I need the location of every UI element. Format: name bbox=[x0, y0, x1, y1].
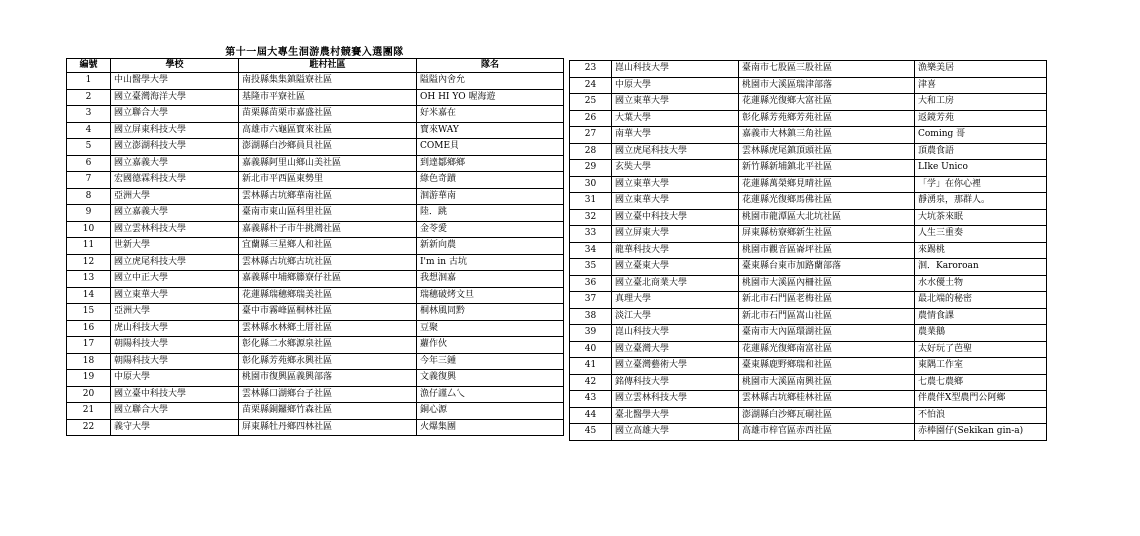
community-cell: 新北市石門區嵩山社區 bbox=[739, 308, 915, 325]
team-name-cell: 豆聚 bbox=[417, 320, 564, 337]
community-cell: 新竹縣新埔鎮北平社區 bbox=[739, 160, 915, 177]
table-row bbox=[570, 143, 1047, 160]
team-name-cell: 不怕浪 bbox=[915, 407, 1047, 424]
row-number: 20 bbox=[67, 386, 111, 403]
community-cell: 桃園市龍潭區大北坑社區 bbox=[739, 209, 915, 226]
table-row bbox=[67, 205, 564, 222]
community-cell: 高雄市梓官區赤西社區 bbox=[739, 424, 915, 441]
row-number: 38 bbox=[570, 308, 612, 325]
school-cell: 國立臺中科技大學 bbox=[612, 209, 739, 226]
team-name-cell: 返鏡芳苑 bbox=[915, 110, 1047, 127]
row-number: 36 bbox=[570, 275, 612, 292]
team-name-cell: OH HI YO 喔海遊 bbox=[417, 89, 564, 106]
table-row bbox=[67, 386, 564, 403]
community-cell: 屏東縣枋寮鄉新生社區 bbox=[739, 226, 915, 243]
team-name-cell: 隘隘內舍允 bbox=[417, 73, 564, 90]
table-row bbox=[570, 358, 1047, 375]
team-name-cell: 「学」在你心裡 bbox=[915, 176, 1047, 193]
team-name-cell: 洄．Karoroan bbox=[915, 259, 1047, 276]
team-name-cell: 津喜 bbox=[915, 77, 1047, 94]
community-cell: 雲林縣古坑鄉桂林社區 bbox=[739, 391, 915, 408]
row-number: 5 bbox=[67, 139, 111, 156]
row-number: 29 bbox=[570, 160, 612, 177]
table-row bbox=[67, 337, 564, 354]
row-number: 14 bbox=[67, 287, 111, 304]
school-cell: 國立東華大學 bbox=[612, 176, 739, 193]
community-cell: 花蓮縣瑞穗鄉瑞美社區 bbox=[239, 287, 417, 304]
team-name-cell: 新新向農 bbox=[417, 238, 564, 255]
community-cell: 桃園市觀音區崙坪社區 bbox=[739, 242, 915, 259]
header-num: 編號 bbox=[67, 59, 111, 73]
community-cell: 新北市石門區老梅社區 bbox=[739, 292, 915, 309]
left-teams-table bbox=[66, 58, 564, 436]
table-row bbox=[570, 341, 1047, 358]
school-cell: 國立臺東大學 bbox=[612, 259, 739, 276]
community-cell: 花蓮縣光復鄉大富社區 bbox=[739, 94, 915, 111]
school-cell: 崑山科技大學 bbox=[612, 325, 739, 342]
table-row bbox=[67, 304, 564, 321]
team-name-cell: 人生三重奏 bbox=[915, 226, 1047, 243]
table-header-row bbox=[67, 59, 564, 73]
row-number: 40 bbox=[570, 341, 612, 358]
community-cell: 彰化縣芳苑鄉永興社區 bbox=[239, 353, 417, 370]
row-number: 7 bbox=[67, 172, 111, 189]
table-row bbox=[67, 89, 564, 106]
team-name-cell: 文義復興 bbox=[417, 370, 564, 387]
school-cell: 世新大學 bbox=[111, 238, 239, 255]
team-name-cell: 農情食課 bbox=[915, 308, 1047, 325]
header-school: 學校 bbox=[111, 59, 239, 73]
community-cell: 桃園市大溪區內柵社區 bbox=[739, 275, 915, 292]
school-cell: 國立東華大學 bbox=[612, 193, 739, 210]
school-cell: 國立中正大學 bbox=[111, 271, 239, 288]
community-cell: 新北市平西區東勢里 bbox=[239, 172, 417, 189]
school-cell: 國立嘉義大學 bbox=[111, 205, 239, 222]
team-name-cell: 綠色奇蹟 bbox=[417, 172, 564, 189]
left-table-body bbox=[67, 73, 564, 436]
table-row bbox=[67, 188, 564, 205]
table-row bbox=[570, 193, 1047, 210]
team-name-cell: 桐林風同黔 bbox=[417, 304, 564, 321]
school-cell: 國立聯合大學 bbox=[111, 106, 239, 123]
community-cell: 桃園市大溪區瑞津部落 bbox=[739, 77, 915, 94]
team-name-cell: LIke Unico bbox=[915, 160, 1047, 177]
community-cell: 南投縣集集鎮隘寮社區 bbox=[239, 73, 417, 90]
table-row bbox=[67, 221, 564, 238]
table-row bbox=[67, 254, 564, 271]
table-row bbox=[570, 259, 1047, 276]
school-cell: 國立雲林科技大學 bbox=[612, 391, 739, 408]
school-cell: 國立聯合大學 bbox=[111, 403, 239, 420]
row-number: 17 bbox=[67, 337, 111, 354]
team-name-cell: 寶來WAY bbox=[417, 122, 564, 139]
team-name-cell: 到達鄒鄉鄉 bbox=[417, 155, 564, 172]
row-number: 37 bbox=[570, 292, 612, 309]
school-cell: 國立雲林科技大學 bbox=[111, 221, 239, 238]
school-cell: 宏國德霖科技大學 bbox=[111, 172, 239, 189]
row-number: 23 bbox=[570, 61, 612, 78]
right-table-body bbox=[570, 61, 1047, 441]
row-number: 44 bbox=[570, 407, 612, 424]
school-cell: 崑山科技大學 bbox=[612, 61, 739, 78]
row-number: 24 bbox=[570, 77, 612, 94]
team-name-cell: 瑞穗破烤文旦 bbox=[417, 287, 564, 304]
row-number: 35 bbox=[570, 259, 612, 276]
row-number: 27 bbox=[570, 127, 612, 144]
school-cell: 亞洲大學 bbox=[111, 304, 239, 321]
row-number: 11 bbox=[67, 238, 111, 255]
row-number: 4 bbox=[67, 122, 111, 139]
team-name-cell: 大坑茶來眠 bbox=[915, 209, 1047, 226]
row-number: 31 bbox=[570, 193, 612, 210]
school-cell: 國立臺灣海洋大學 bbox=[111, 89, 239, 106]
school-cell: 國立臺灣藝術大學 bbox=[612, 358, 739, 375]
school-cell: 中原大學 bbox=[111, 370, 239, 387]
community-cell: 彰化縣芳苑鄉芳苑社區 bbox=[739, 110, 915, 127]
team-name-cell: 漁仔謹厶乀 bbox=[417, 386, 564, 403]
school-cell: 國立屏東大學 bbox=[612, 226, 739, 243]
table-row bbox=[67, 353, 564, 370]
row-number: 28 bbox=[570, 143, 612, 160]
team-name-cell: 今年三鍾 bbox=[417, 353, 564, 370]
row-number: 39 bbox=[570, 325, 612, 342]
row-number: 18 bbox=[67, 353, 111, 370]
community-cell: 嘉義市大林鎮三角社區 bbox=[739, 127, 915, 144]
table-row bbox=[570, 94, 1047, 111]
school-cell: 南華大學 bbox=[612, 127, 739, 144]
team-name-cell: 頂農食語 bbox=[915, 143, 1047, 160]
table-row bbox=[67, 172, 564, 189]
table-row bbox=[570, 407, 1047, 424]
team-name-cell: 最北端的秘密 bbox=[915, 292, 1047, 309]
table-row bbox=[570, 275, 1047, 292]
community-cell: 花蓮縣萬榮鄉見晴社區 bbox=[739, 176, 915, 193]
team-name-cell: I'm in 古坑 bbox=[417, 254, 564, 271]
school-cell: 亞洲大學 bbox=[111, 188, 239, 205]
team-name-cell: COME貝 bbox=[417, 139, 564, 156]
header-community: 駐村社區 bbox=[239, 59, 417, 73]
team-name-cell: 火爆集團 bbox=[417, 419, 564, 436]
community-cell: 苗栗縣苗栗市嘉盛社區 bbox=[239, 106, 417, 123]
table-row bbox=[67, 419, 564, 436]
table-row bbox=[570, 226, 1047, 243]
school-cell: 玄奘大學 bbox=[612, 160, 739, 177]
row-number: 33 bbox=[570, 226, 612, 243]
school-cell: 國立嘉義大學 bbox=[111, 155, 239, 172]
table-row bbox=[570, 242, 1047, 259]
row-number: 6 bbox=[67, 155, 111, 172]
header-team: 隊名 bbox=[417, 59, 564, 73]
team-name-cell: 漁樂美居 bbox=[915, 61, 1047, 78]
table-row bbox=[570, 110, 1047, 127]
table-row bbox=[67, 287, 564, 304]
school-cell: 國立臺中科技大學 bbox=[111, 386, 239, 403]
school-cell: 國立屏東科技大學 bbox=[111, 122, 239, 139]
school-cell: 大葉大學 bbox=[612, 110, 739, 127]
community-cell: 嘉義縣朴子市牛挑灣社區 bbox=[239, 221, 417, 238]
school-cell: 臺北醫學大學 bbox=[612, 407, 739, 424]
community-cell: 臺東縣台東市加路蘭部落 bbox=[739, 259, 915, 276]
team-name-cell: 蘿作伙 bbox=[417, 337, 564, 354]
table-row bbox=[570, 160, 1047, 177]
table-row bbox=[67, 403, 564, 420]
table-row bbox=[67, 320, 564, 337]
school-cell: 國立高雄大學 bbox=[612, 424, 739, 441]
team-name-cell: 來踢桃 bbox=[915, 242, 1047, 259]
row-number: 12 bbox=[67, 254, 111, 271]
team-name-cell: Coming 哥 bbox=[915, 127, 1047, 144]
community-cell: 屏東縣牡丹鄉四林社區 bbox=[239, 419, 417, 436]
table-row bbox=[570, 77, 1047, 94]
table-row bbox=[67, 106, 564, 123]
right-teams-table bbox=[569, 60, 1047, 441]
team-name-cell: 大和工房 bbox=[915, 94, 1047, 111]
row-number: 3 bbox=[67, 106, 111, 123]
school-cell: 國立東華大學 bbox=[612, 94, 739, 111]
table-row bbox=[570, 325, 1047, 342]
team-name-cell: 農業鵝 bbox=[915, 325, 1047, 342]
community-cell: 臺南市七股區三股社區 bbox=[739, 61, 915, 78]
team-name-cell: 銅心源 bbox=[417, 403, 564, 420]
team-name-cell: 好米嘉在 bbox=[417, 106, 564, 123]
community-cell: 桃園市大溪區南興社區 bbox=[739, 374, 915, 391]
school-cell: 虎山科技大學 bbox=[111, 320, 239, 337]
community-cell: 雲林縣古坑鄉古坑社區 bbox=[239, 254, 417, 271]
table-row bbox=[570, 374, 1047, 391]
team-name-cell: 金苓愛 bbox=[417, 221, 564, 238]
community-cell: 臺中市霧峰區桐林社區 bbox=[239, 304, 417, 321]
school-cell: 國立東華大學 bbox=[111, 287, 239, 304]
community-cell: 苗栗縣銅鑼鄉竹森社區 bbox=[239, 403, 417, 420]
community-cell: 雲林縣虎尾鎮頂頭社區 bbox=[739, 143, 915, 160]
row-number: 1 bbox=[67, 73, 111, 90]
table-row bbox=[67, 238, 564, 255]
table-row bbox=[570, 308, 1047, 325]
community-cell: 彰化縣二水鄉源泉社區 bbox=[239, 337, 417, 354]
school-cell: 中山醫學大學 bbox=[111, 73, 239, 90]
row-number: 10 bbox=[67, 221, 111, 238]
community-cell: 雲林縣口湖鄉台子社區 bbox=[239, 386, 417, 403]
table-row bbox=[570, 209, 1047, 226]
row-number: 8 bbox=[67, 188, 111, 205]
community-cell: 澎湖縣白沙鄉瓦硐社區 bbox=[739, 407, 915, 424]
school-cell: 國立虎尾科技大學 bbox=[111, 254, 239, 271]
school-cell: 中原大學 bbox=[612, 77, 739, 94]
school-cell: 朝陽科技大學 bbox=[111, 337, 239, 354]
team-name-cell: 我想洄嘉 bbox=[417, 271, 564, 288]
team-name-cell: 赤棒園仔(Sekikan gin-a) bbox=[915, 424, 1047, 441]
row-number: 41 bbox=[570, 358, 612, 375]
table-row bbox=[67, 139, 564, 156]
team-name-cell: 太好玩了芭聖 bbox=[915, 341, 1047, 358]
page-title: 第十一屆大專生洄游農村競賽入選團隊 bbox=[225, 47, 404, 58]
community-cell: 花蓮縣光復鄉南富社區 bbox=[739, 341, 915, 358]
row-number: 13 bbox=[67, 271, 111, 288]
school-cell: 銘傳科技大學 bbox=[612, 374, 739, 391]
school-cell: 國立臺北商業大學 bbox=[612, 275, 739, 292]
community-cell: 桃園市復興區義興部落 bbox=[239, 370, 417, 387]
school-cell: 國立臺灣大學 bbox=[612, 341, 739, 358]
school-cell: 國立虎尾科技大學 bbox=[612, 143, 739, 160]
table-row bbox=[67, 122, 564, 139]
table-row bbox=[67, 271, 564, 288]
community-cell: 臺南市大內區環湖社區 bbox=[739, 325, 915, 342]
row-number: 26 bbox=[570, 110, 612, 127]
table-row bbox=[570, 127, 1047, 144]
community-cell: 臺南市東山區科里社區 bbox=[239, 205, 417, 222]
community-cell: 高雄市六龜區寶來社區 bbox=[239, 122, 417, 139]
row-number: 21 bbox=[67, 403, 111, 420]
row-number: 9 bbox=[67, 205, 111, 222]
row-number: 25 bbox=[570, 94, 612, 111]
table-row bbox=[570, 292, 1047, 309]
school-cell: 真理大學 bbox=[612, 292, 739, 309]
school-cell: 淡江大學 bbox=[612, 308, 739, 325]
community-cell: 雲林縣古坑鄉華南社區 bbox=[239, 188, 417, 205]
row-number: 2 bbox=[67, 89, 111, 106]
team-name-cell: 陸．跳 bbox=[417, 205, 564, 222]
community-cell: 嘉義縣阿里山鄉山美社區 bbox=[239, 155, 417, 172]
school-cell: 義守大學 bbox=[111, 419, 239, 436]
row-number: 16 bbox=[67, 320, 111, 337]
row-number: 15 bbox=[67, 304, 111, 321]
community-cell: 基隆市平寮社區 bbox=[239, 89, 417, 106]
row-number: 32 bbox=[570, 209, 612, 226]
school-cell: 龍華科技大學 bbox=[612, 242, 739, 259]
row-number: 30 bbox=[570, 176, 612, 193]
table-row bbox=[67, 370, 564, 387]
table-row bbox=[67, 73, 564, 90]
community-cell: 嘉義縣中埔鄉籐寮仔社區 bbox=[239, 271, 417, 288]
community-cell: 雲林縣水林鄉土厝社區 bbox=[239, 320, 417, 337]
table-row bbox=[67, 155, 564, 172]
team-name-cell: 靜湧泉，那群人。 bbox=[915, 193, 1047, 210]
team-name-cell: 伴農伴X型農門公阿鄉 bbox=[915, 391, 1047, 408]
row-number: 34 bbox=[570, 242, 612, 259]
community-cell: 宜蘭縣三星鄉人和社區 bbox=[239, 238, 417, 255]
table-row bbox=[570, 176, 1047, 193]
row-number: 43 bbox=[570, 391, 612, 408]
school-cell: 國立澎湖科技大學 bbox=[111, 139, 239, 156]
team-name-cell: 水水優土物 bbox=[915, 275, 1047, 292]
table-row bbox=[570, 391, 1047, 408]
row-number: 19 bbox=[67, 370, 111, 387]
row-number: 45 bbox=[570, 424, 612, 441]
community-cell: 臺東縣鹿野鄉瑞和社區 bbox=[739, 358, 915, 375]
team-name-cell: 七農七農鄉 bbox=[915, 374, 1047, 391]
community-cell: 花蓮縣光復鄉馬佛社區 bbox=[739, 193, 915, 210]
row-number: 22 bbox=[67, 419, 111, 436]
community-cell: 澎湖縣白沙鄉員貝社區 bbox=[239, 139, 417, 156]
team-name-cell: 東隅工作室 bbox=[915, 358, 1047, 375]
row-number: 42 bbox=[570, 374, 612, 391]
table-row bbox=[570, 61, 1047, 78]
team-name-cell: 洄游華南 bbox=[417, 188, 564, 205]
school-cell: 朝陽科技大學 bbox=[111, 353, 239, 370]
table-row bbox=[570, 424, 1047, 441]
